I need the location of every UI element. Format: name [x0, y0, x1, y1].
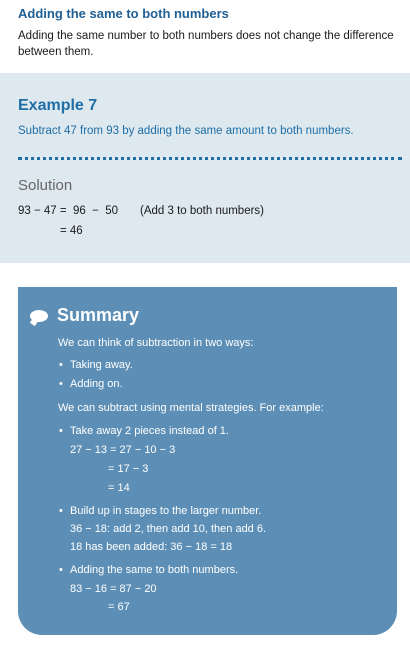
section-intro: Adding the same number to both numbers does not change the difference between them. [18, 30, 394, 58]
summary-title: Summary [57, 305, 140, 325]
strategy-2-line-2: 18 has been added: 36 − 18 = 18 [70, 541, 233, 553]
section-heading: Adding the same to both numbers [18, 6, 229, 21]
strategy-1-line-3: = 14 [108, 482, 130, 494]
strategy-1-line-1: 27 − 13 = 27 − 10 − 3 [70, 444, 176, 456]
way-item: Taking away. [70, 359, 133, 371]
strategy-3-line-1: 83 − 16 = 87 − 20 [70, 583, 157, 595]
summary-box [18, 287, 397, 635]
bullet-icon: • [59, 378, 63, 390]
strategy-1-line-2: = 17 − 3 [108, 463, 149, 475]
solution-label: Solution [18, 177, 73, 194]
solution-note: (Add 3 to both numbers) [140, 205, 265, 217]
dotted-divider [18, 157, 402, 160]
way-item: Adding on. [70, 378, 123, 390]
strategy-2-line-1: 36 − 18: add 2, then add 10, then add 6. [70, 523, 267, 535]
speech-bubble-icon [30, 310, 48, 322]
strategy-2-text: Build up in stages to the larger number. [70, 505, 262, 517]
bullet-icon: • [59, 425, 63, 437]
bullet-icon: • [59, 505, 63, 517]
example-box [0, 73, 410, 263]
example-question: Subtract 47 from 93 by adding the same amount to both numbers. [18, 125, 354, 137]
bullet-icon: • [59, 359, 63, 371]
solution-line-2: = 46 [60, 225, 83, 237]
summary-intro-2: We can subtract using mental strategies. For example: [58, 402, 324, 414]
example-title: Example 7 [18, 97, 98, 114]
solution-line-1: 93 − 47 = 96 − 50 [18, 205, 119, 217]
summary-intro-1: We can think of subtraction in two ways: [58, 337, 254, 349]
bullet-icon: • [59, 564, 63, 576]
strategy-1-text: Take away 2 pieces instead of 1. [70, 425, 229, 437]
strategy-3-line-2: = 67 [108, 601, 130, 613]
strategy-3-text: Adding the same to both numbers. [70, 564, 239, 576]
